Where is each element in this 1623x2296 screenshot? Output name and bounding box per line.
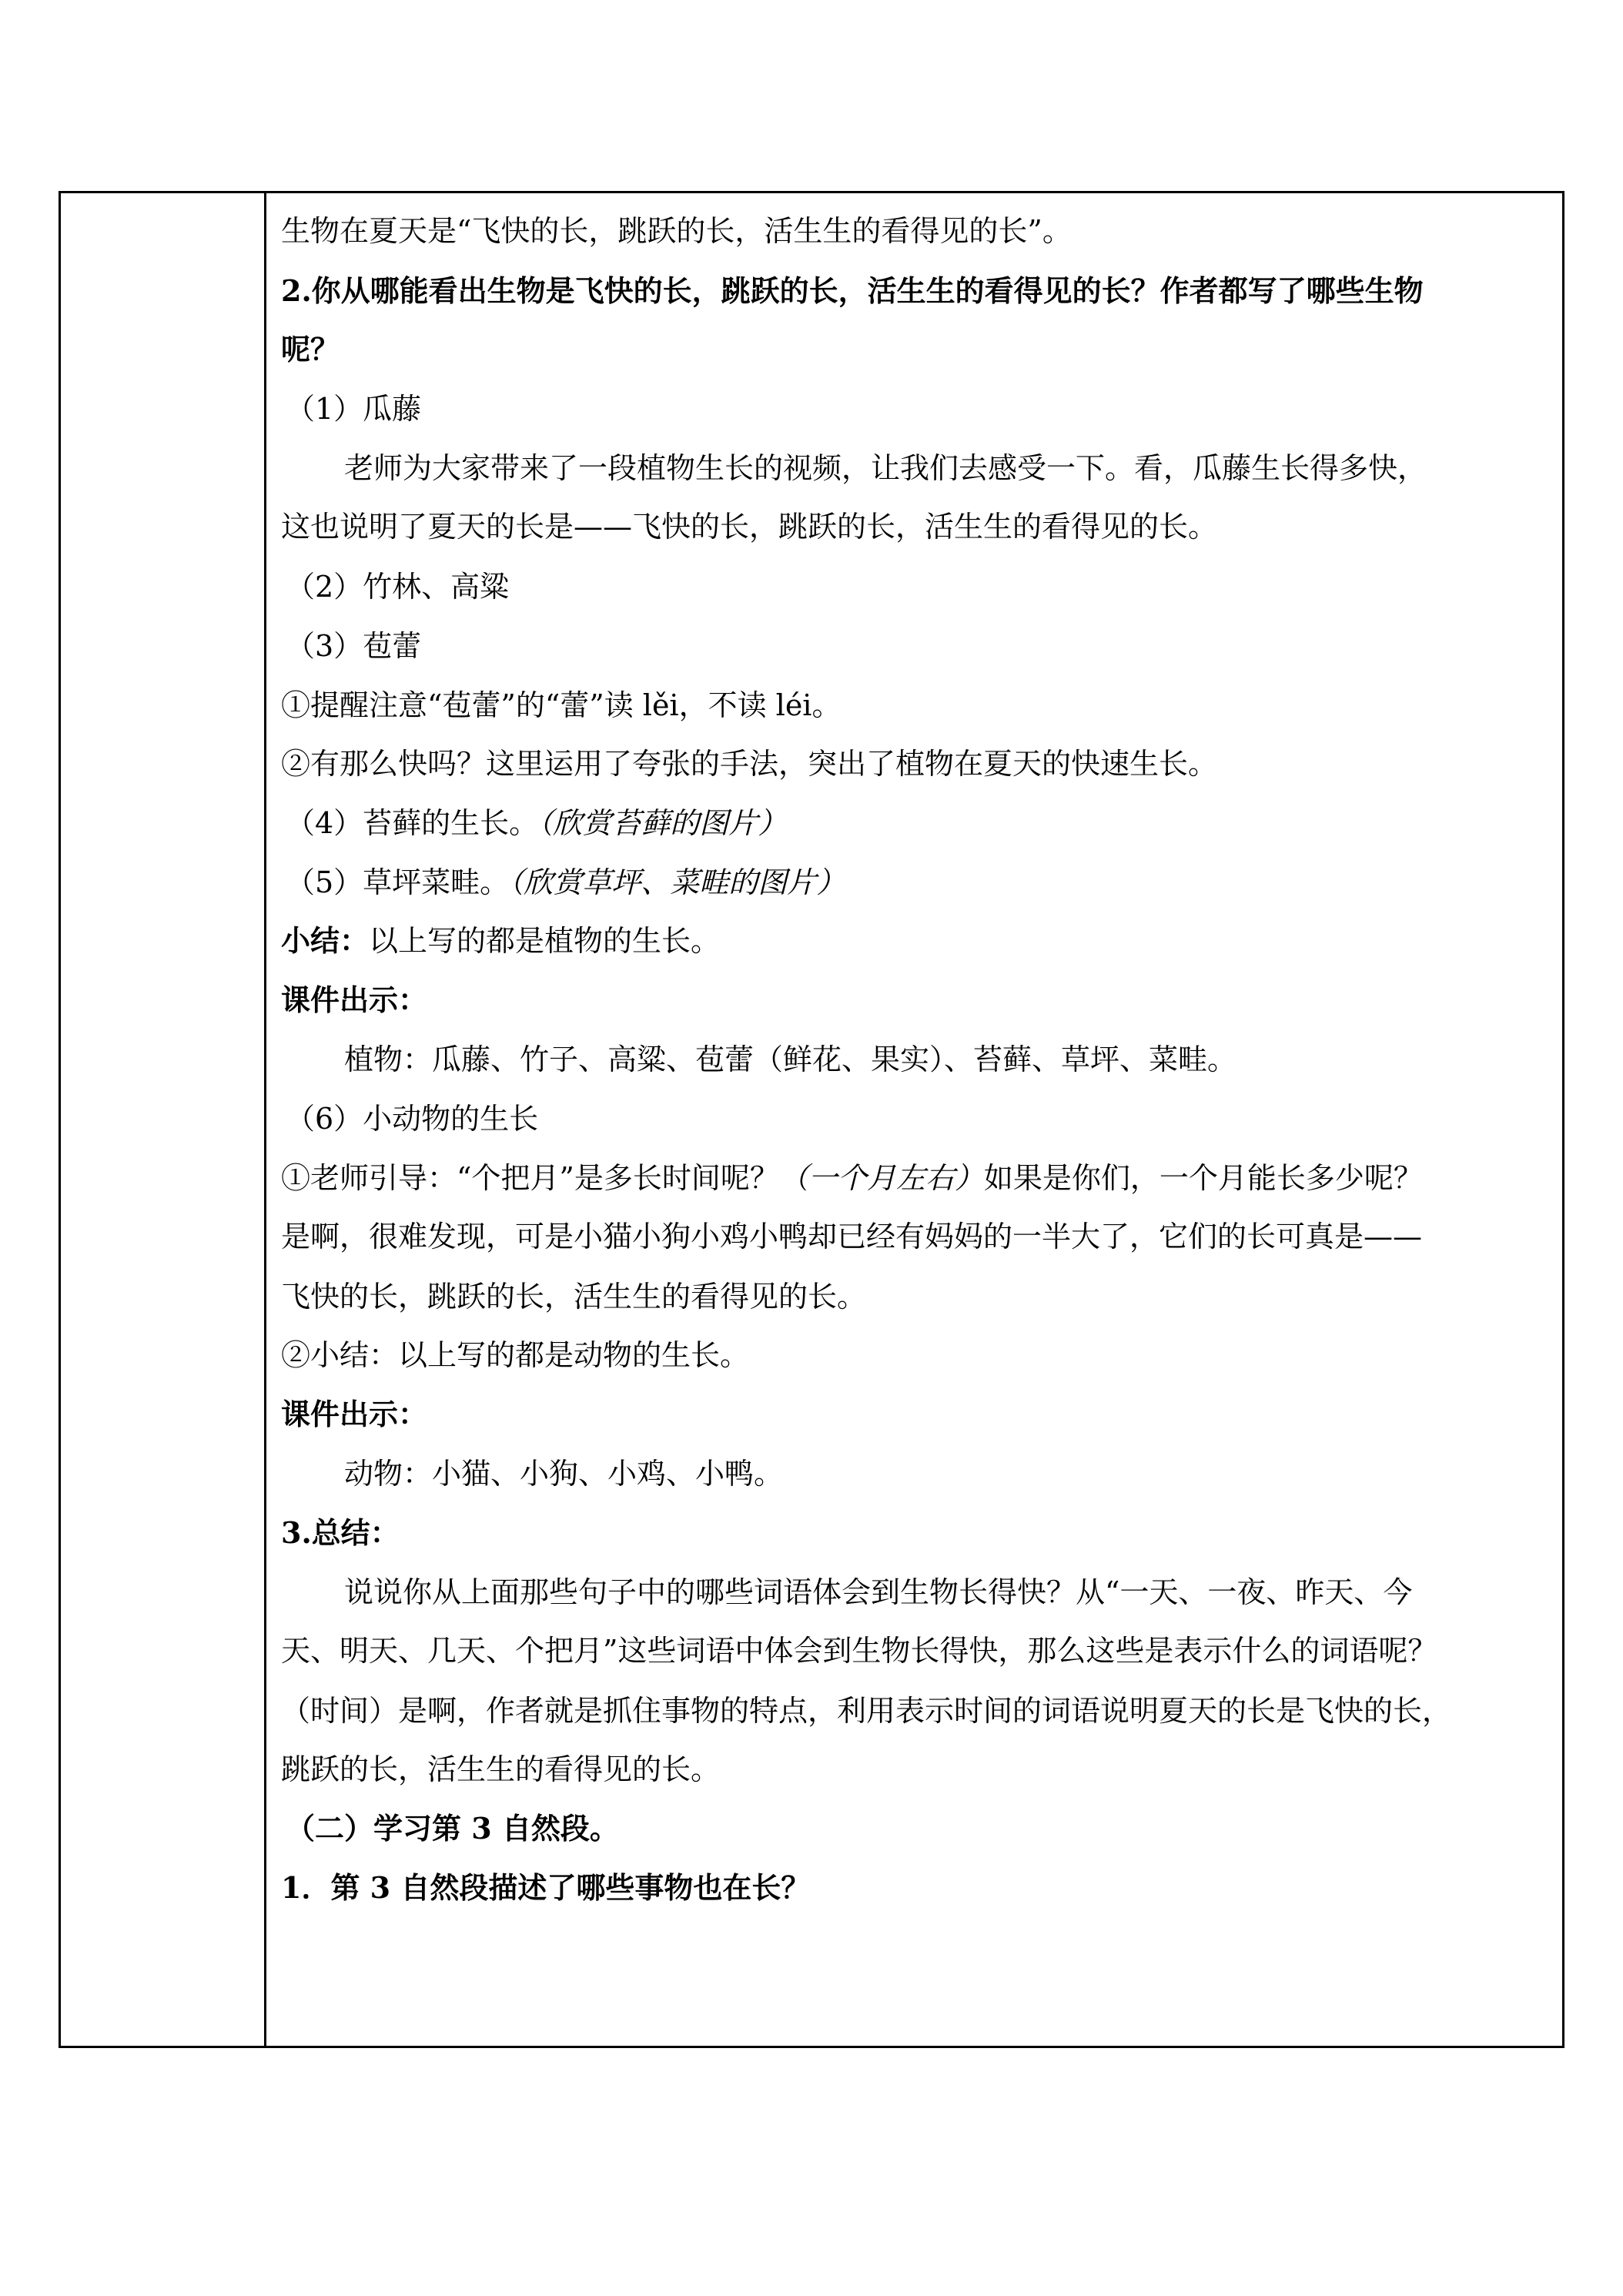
sub-item: （6）小动物的生长 xyxy=(286,1102,539,1136)
summary-line xyxy=(281,922,720,960)
text-part: ①老师引导：“个把月”是多长时间呢？ xyxy=(281,1161,779,1195)
text-line: 植物：瓜藤、竹子、高粱、苞蕾（鲜花、果实）、苔藓、草坪、菜畦。 xyxy=(344,1043,1237,1076)
text-line: 跳跃的长，活生生的看得见的长。 xyxy=(281,1752,721,1786)
text-line: 老师为大家带来了一段植物生长的视频，让我们去感受一下。看，瓜藤生长得多快， xyxy=(344,451,1427,485)
text-line: ②小结：以上写的都是动物的生长。 xyxy=(281,1338,750,1372)
sub-item: （2）竹林、高粱 xyxy=(286,570,510,604)
question-heading: 2.你从哪能看出生物是飞快的长，跳跃的长，活生生的看得见的长？作者都写了哪些生物 xyxy=(281,273,1424,308)
text-line xyxy=(281,1159,1423,1197)
text-line: 动物：小猫、小狗、小鸡、小鸭。 xyxy=(344,1457,784,1491)
column-divider xyxy=(264,193,266,2046)
text-line: ①提醒注意“苞蕾”的“蕾”读 lěi，不读 léi。 xyxy=(281,688,842,722)
question-heading-cont: 呢？ xyxy=(281,332,340,366)
section-heading: 1．第 3 自然段描述了哪些事物也在长？ xyxy=(281,1870,811,1905)
sub-item: （3）苞蕾 xyxy=(286,629,422,663)
text-line: 这也说明了夏天的长是——飞快的长，跳跃的长，活生生的看得见的长。 xyxy=(281,510,1218,544)
picture-note: （欣赏草坪、菜畦的图片） xyxy=(509,865,846,899)
sub-item-text: （5）草坪菜畦。 xyxy=(286,865,510,899)
text-line: 是啊，很难发现，可是小猫小狗小鸡小鸭却已经有妈妈的一半大了，它们的长可真是—— xyxy=(281,1220,1423,1253)
section-heading: （二）学习第 3 自然段。 xyxy=(286,1811,619,1846)
picture-note: （欣赏苔藓的图片） xyxy=(538,806,788,840)
text-line: 天、明天、几天、个把月”这些词语中体会到生物长得快，那么这些是表示什么的词语呢？ xyxy=(281,1634,1437,1668)
text-line: 说说你从上面那些句子中的哪些词语体会到生物长得快？从“一天、一夜、昨天、今 xyxy=(344,1575,1413,1609)
sub-item: （1）瓜藤 xyxy=(286,392,422,426)
courseware-label: 课件出示： xyxy=(281,1397,428,1431)
text-line: 飞快的长，跳跃的长，活生生的看得见的长。 xyxy=(281,1280,867,1314)
summary-label: 小结： xyxy=(281,923,370,958)
lesson-table xyxy=(59,191,1564,2048)
sub-item xyxy=(286,804,787,842)
section-heading: 3.总结： xyxy=(281,1515,400,1550)
text-line: ②有那么快吗？这里运用了夸张的手法，突出了植物在夏天的快速生长。 xyxy=(281,747,1218,781)
sub-item xyxy=(286,863,845,902)
sub-item-text: （4）苔藓的生长。 xyxy=(286,806,539,840)
courseware-label: 课件出示： xyxy=(281,982,428,1017)
summary-text: 以上写的都是植物的生长。 xyxy=(369,924,721,958)
text-line: 生物在夏天是“飞快的长，跳跃的长，活生生的看得见的长”。 xyxy=(281,214,1072,248)
text-line: （时间）是啊，作者就是抓住事物的特点，利用表示时间的词语说明夏天的长是飞快的长， xyxy=(281,1694,1452,1728)
text-part: 如果是你们，一个月能长多少呢？ xyxy=(983,1161,1423,1195)
answer-note: （一个月左右） xyxy=(778,1161,984,1195)
